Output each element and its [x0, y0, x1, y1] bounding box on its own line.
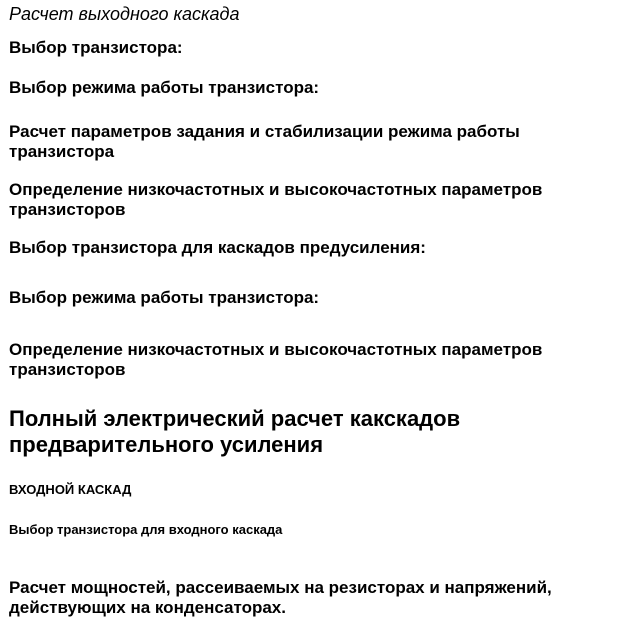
- document-title: Расчет выходного каскада: [9, 4, 240, 24]
- section-heading-frequency-parameters: Определение низкочастотных и высокочастотных параметров транзисторов: [9, 180, 543, 219]
- section-heading-preamp-transistor: Выбор транзистора для каскадов предусиления:: [9, 238, 426, 257]
- section-heading-preamp-mode: Выбор режима работы транзистора:: [9, 288, 320, 307]
- section-heading-preamp-frequency-parameters: Определение низкочастотных и высокочастотных параметров транзисторов: [9, 340, 543, 379]
- section-heading-power-voltage-calculation: Расчет мощностей, рассеиваемых на резисторах и напряжений, действующих на конденсаторах.: [9, 578, 552, 617]
- section-heading-mode-selection: Выбор режима работы транзистора:: [9, 78, 320, 97]
- subsection-heading-input-stage: ВХОДНОЙ КАСКАД: [9, 482, 132, 497]
- section-heading-bias-stabilization: Расчет параметров задания и стабилизации режима работы транзистора: [9, 122, 520, 161]
- subsection-heading-input-transistor: Выбор транзистора для входного каскада: [9, 522, 283, 537]
- section-heading-full-preamp-calculation: Полный электрический расчет какскадов предварительного усиления: [9, 406, 461, 457]
- section-heading-transistor-selection: Выбор транзистора:: [9, 38, 183, 57]
